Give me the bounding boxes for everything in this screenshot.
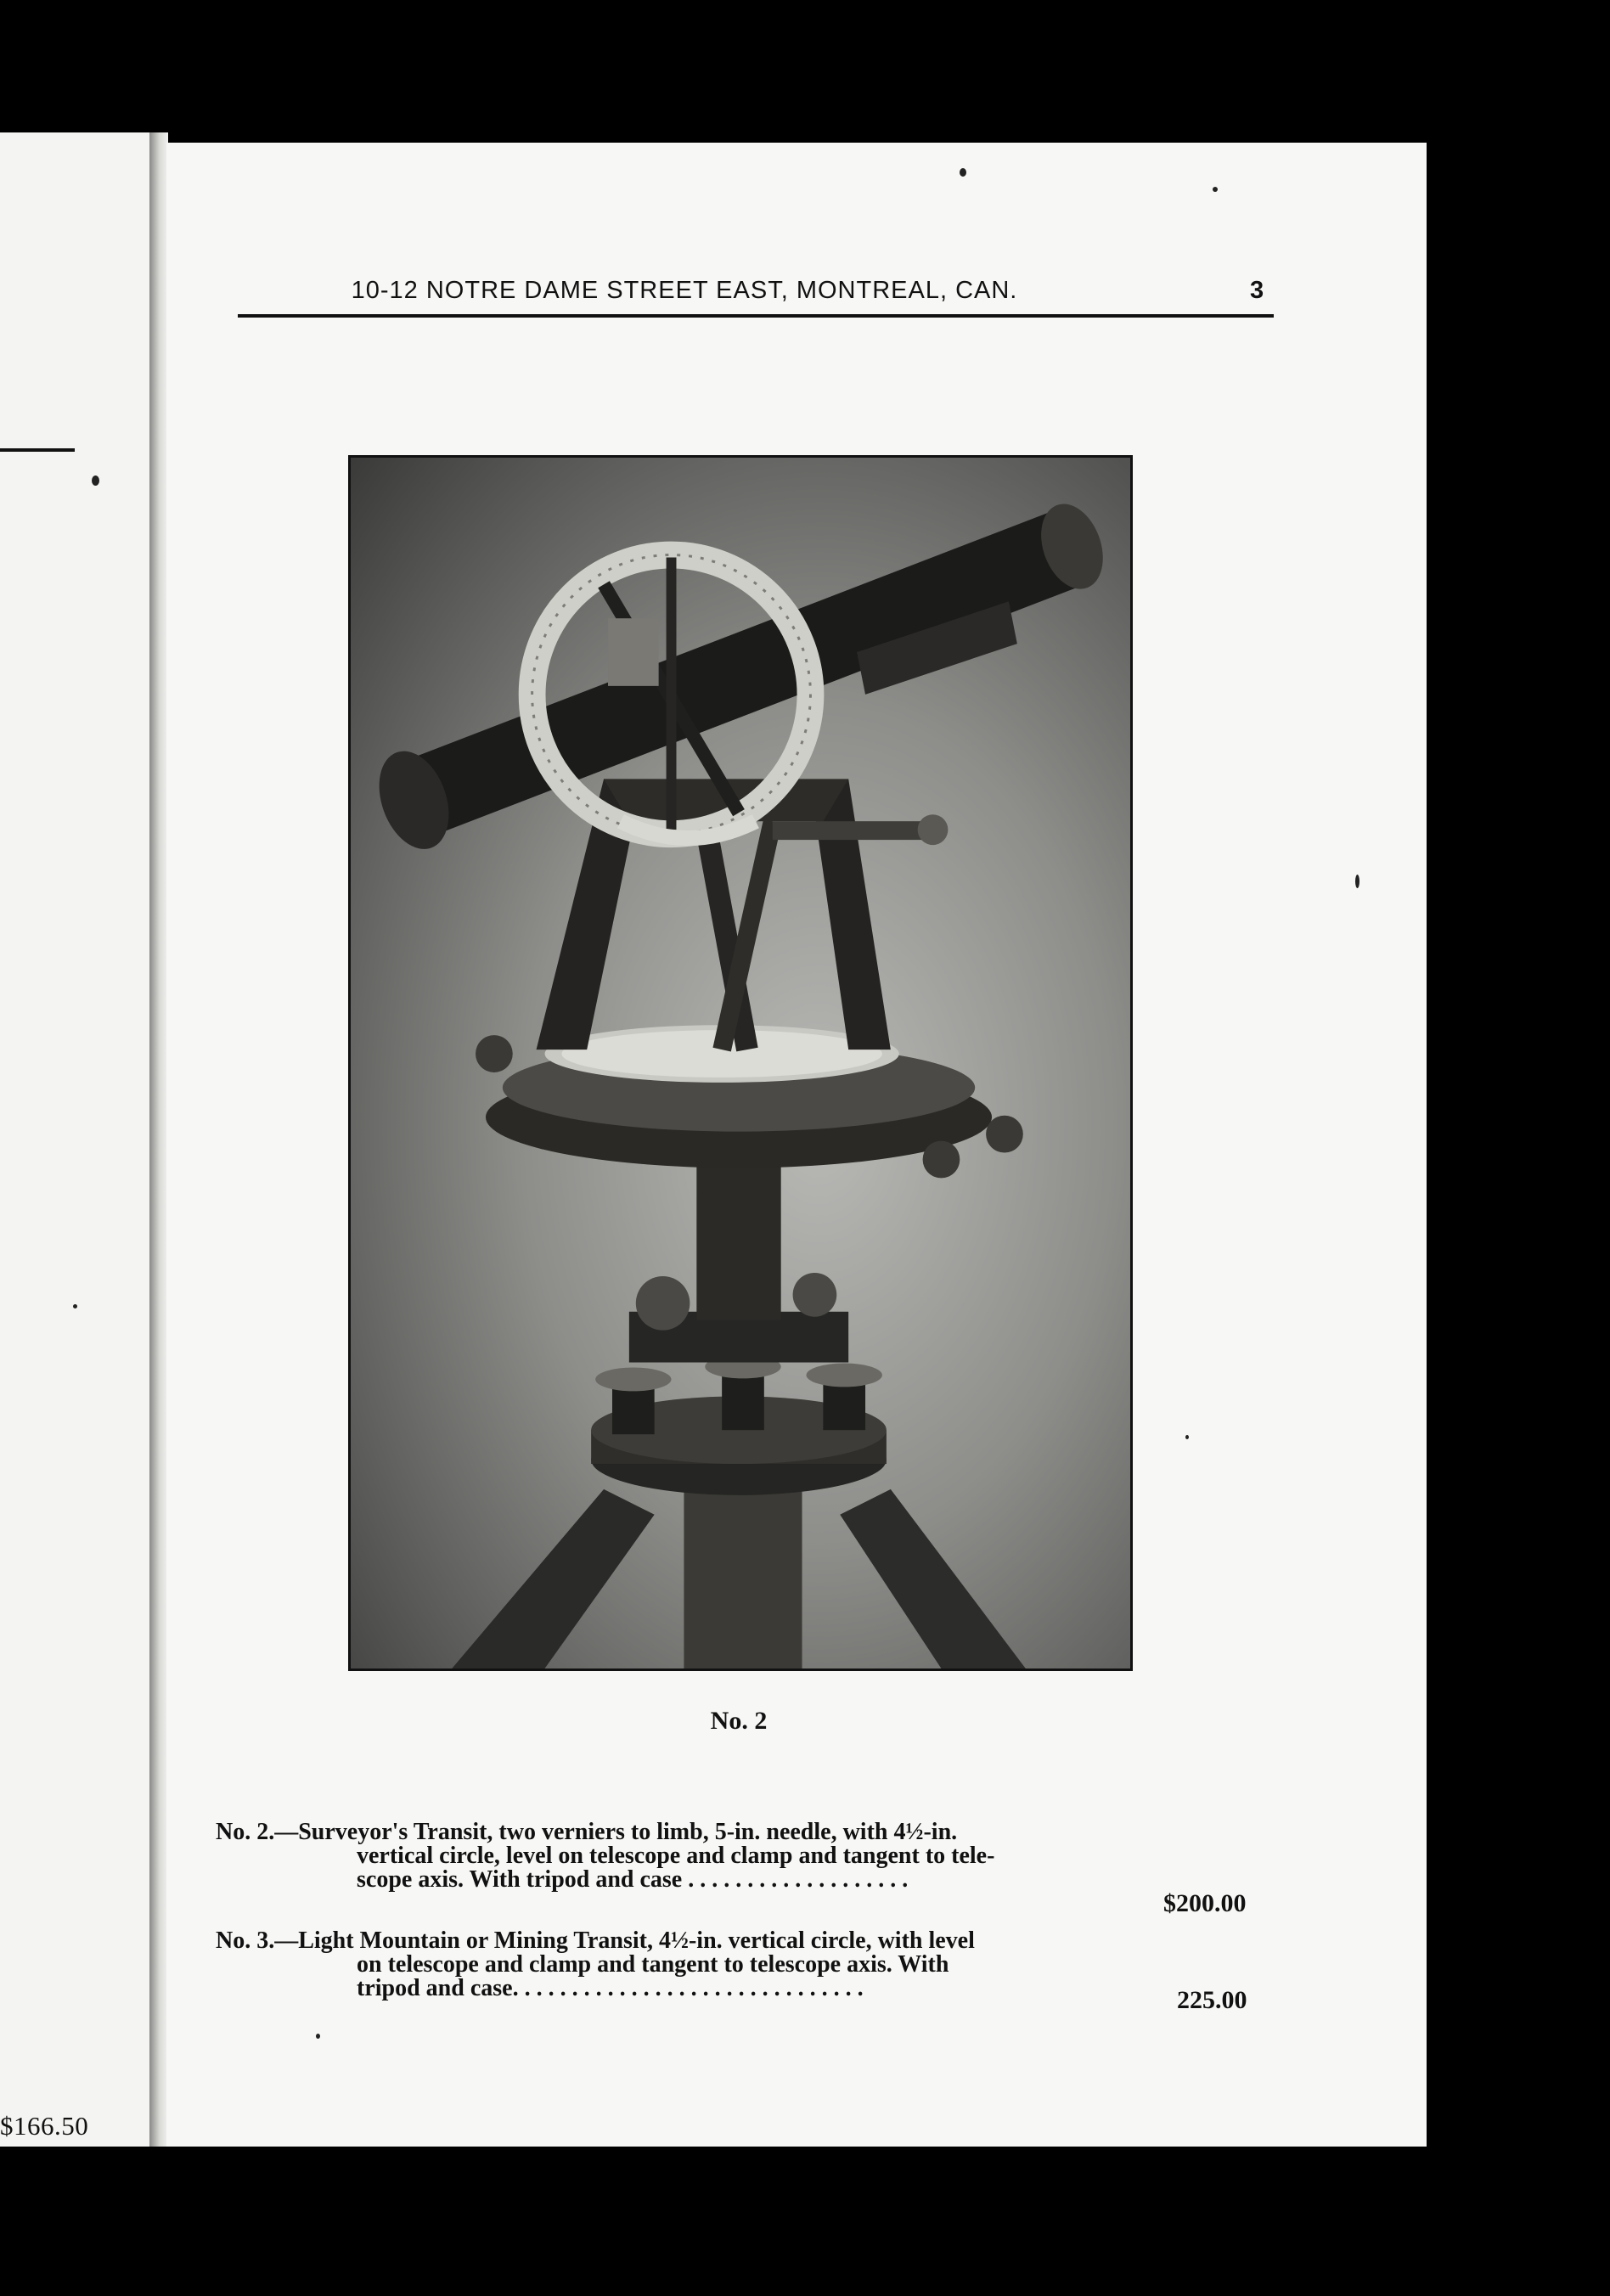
catalog-entry-no-2 [216, 1820, 1150, 1892]
entry-line: No. 3.—Light Mountain or Mining Transit, 4½-in. vertical circle, with level [216, 1927, 975, 1954]
header-rule [238, 314, 1274, 318]
transit-illustration [351, 458, 1130, 1669]
entry-line: scope axis. With tripod and case . . . . . . . . . . . . . . . . . . . [357, 1866, 909, 1893]
entry-line: vertical circle, level on telescope and clamp and tangent to tele- [357, 1843, 995, 1869]
entry-line: tripod and case. . . . . . . . . . . . . . . . . . . . . . . . . . . . . . [357, 1975, 864, 2001]
entry-line: on telescope and clamp and tangent to telescope axis. With [357, 1951, 949, 1978]
left-page-fragment [0, 132, 151, 2147]
figure-caption: No. 2 [710, 1707, 768, 1735]
page-number: 3 [1250, 277, 1264, 304]
left-page-price: $166.50 [0, 2111, 89, 2141]
transit-photograph [348, 455, 1133, 1671]
price-no-3: 225.00 [1177, 1986, 1247, 2014]
book-gutter [149, 132, 168, 2147]
entry-line: No. 2.—Surveyor's Transit, two verniers to limb, 5-in. needle, with 4½-in. [216, 1819, 958, 1845]
left-page-rule [0, 448, 75, 452]
price-no-2: $200.00 [1163, 1889, 1247, 1917]
page-header-address: 10-12 NOTRE DAME STREET EAST, MONTREAL, CAN. [351, 277, 1018, 304]
catalog-entry-no-3 [216, 1929, 1150, 2001]
